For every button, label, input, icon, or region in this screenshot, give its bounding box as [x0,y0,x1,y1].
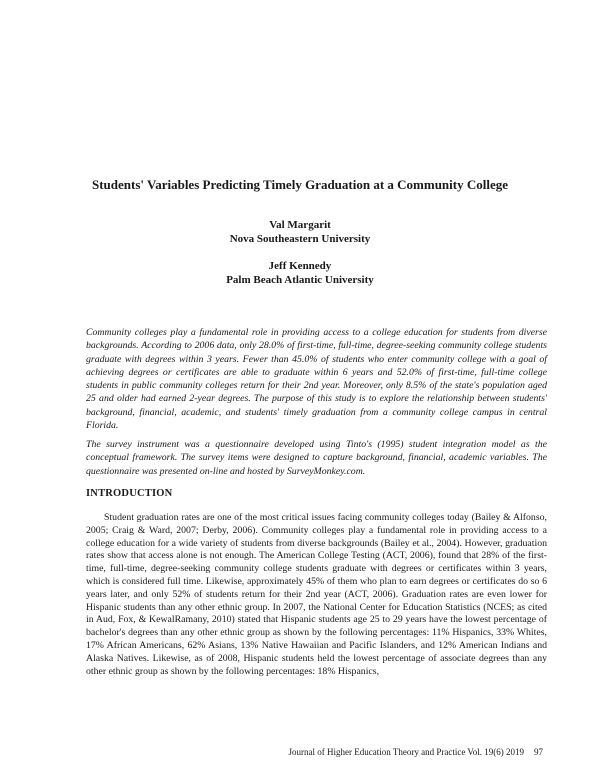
paper-title: Students' Variables Predicting Timely Graduation at a Community College [91,177,509,192]
page-number: 97 [534,747,543,757]
body-paragraph: Student graduation rates are one of the most critical issues facing community colleges today (Bailey & Alfonso, 2005; Craig & Ward, 2007; Derby, 2006). Community colleges play a fundamental role in providing access to a college education for a wide variety of students from diverse backgrounds (Bailey et al., 2004). However, graduation rates show that access alone is not enough. The American College Testing (ACT, 2006), found that 28% of the first-time, full-time, degree-seeking community college students graduate with degrees or certificates within 3 years, which is considered full time. Likewise, approximately 45% of them who plan to earn degrees or certificates do so 6 years later, and only 52% of students return for their 2nd year (ACT, 2006). Graduation rates are even lower for Hispanic students than any other ethnic group. In 2007, the National Center for Education Statistics (NCES; as cited in Aud, Fox, & KewalRamany, 2010) stated that Hispanic students age 25 to 29 years have the lowest percentage of bachelor's degrees than any other ethnic group as shown by the following percentages: 11% Hispanics, 33% Whites, 17% African Americans, 62% Asians, 13% Native Hawaiian and Pacific Islanders, and 12% American Indians and Alaska Natives. Likewise, as of 2008, Hispanic students held the lowest percentage of associate degrees than any other ethnic group as shown by the following percentages: 18% Hispanics, [86,512,547,677]
author-block-1 [60,219,540,246]
page-footer [289,747,543,757]
author-block-2 [60,260,540,287]
section-heading-introduction: INTRODUCTION [86,488,173,499]
abstract-paragraph-2: The survey instrument was a questionnaire developed using Tinto's (1995) student integration model as the conceptual framework. The survey items were designed to capture background, financial, academic variables. The questionnaire was presented on-line and hosted by SurveyMonkey.com. [86,439,547,477]
author-affiliation: Palm Beach Atlantic University [226,273,374,286]
abstract-paragraph-1: Community colleges play a fundamental role in providing access to a college education for students from diverse backgrounds. According to 2006 data, only 28.0% of first-time, full-time, degree-seeking community college students graduate with degrees within 3 years. Fewer than 45.0% of students who enter community college with a goal of achieving degrees or certificates are able to graduate within 6 years and 52.0% of first-time, full-time college students in public community colleges return for their 2nd year. Moreover, only 8.5% of the state's population aged 25 and older had earned 2-year degrees. The purpose of this study is to explore the relationship between students' background, financial, academic, and students' timely graduation from a community college campus in central Florida. [86,327,547,432]
author-name: Jeff Kennedy [268,260,332,272]
journal-citation: Journal of Higher Education Theory and Practice Vol. 19(6) 2019 [288,747,524,757]
author-affiliation: Nova Southeastern University [229,232,371,245]
author-name: Val Margarit [269,219,331,231]
